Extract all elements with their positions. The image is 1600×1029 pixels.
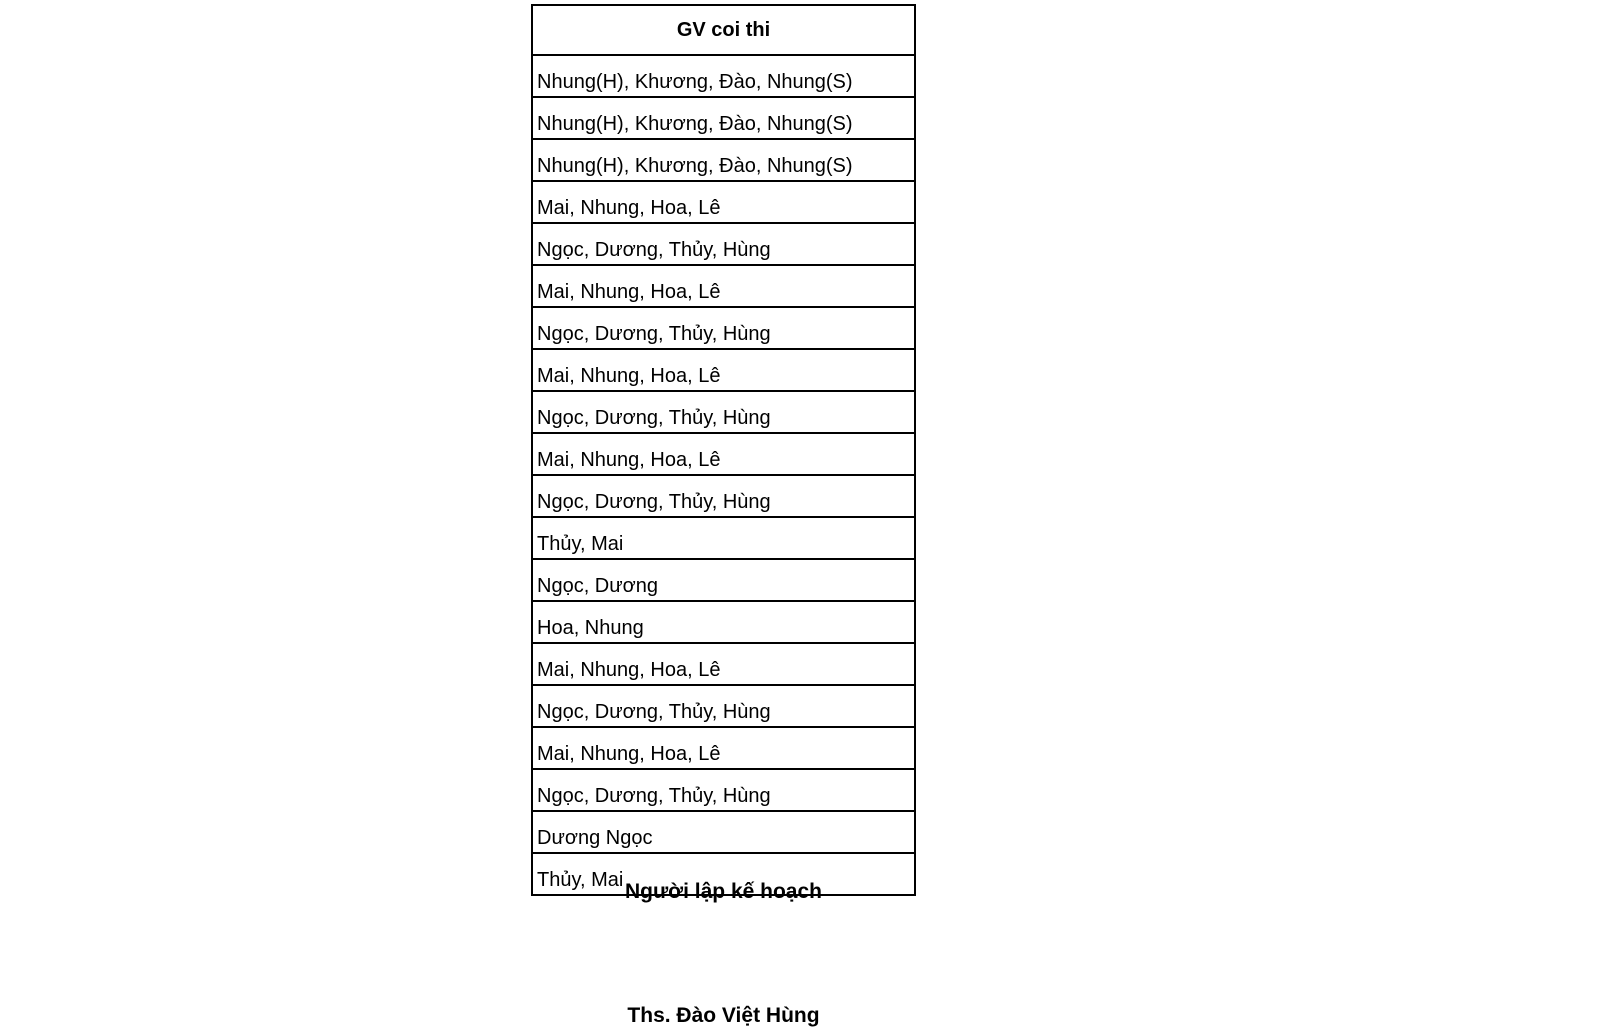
table-row xyxy=(532,181,915,223)
table-cell: Ngọc, Dương, Thủy, Hùng xyxy=(532,223,915,265)
planner-title: Người lập kế hoạch xyxy=(624,880,822,903)
table-header-row xyxy=(532,5,915,55)
table-row xyxy=(532,307,915,349)
table-cell: Ngọc, Dương, Thủy, Hùng xyxy=(532,685,915,727)
table-row xyxy=(532,811,915,853)
table-cell: Ngọc, Dương, Thủy, Hùng xyxy=(532,769,915,811)
table-row xyxy=(532,517,915,559)
table-cell: Dương Ngọc xyxy=(532,811,915,853)
planner-name: Ths. Đào Việt Hùng xyxy=(627,1004,820,1027)
table-cell: Nhung(H), Khương, Đào, Nhung(S) xyxy=(532,139,915,181)
table-row xyxy=(532,391,915,433)
table-cell: Mai, Nhung, Hoa, Lê xyxy=(532,727,915,769)
table-row xyxy=(532,769,915,811)
table-row xyxy=(532,475,915,517)
proctor-table xyxy=(531,4,916,896)
table-row xyxy=(532,643,915,685)
table-cell: Mai, Nhung, Hoa, Lê xyxy=(532,349,915,391)
table-cell: Thủy, Mai xyxy=(532,517,915,559)
table-row xyxy=(532,727,915,769)
table-row xyxy=(532,265,915,307)
table-cell: Mai, Nhung, Hoa, Lê xyxy=(532,265,915,307)
table-row xyxy=(532,559,915,601)
table-row xyxy=(532,223,915,265)
table-cell: Ngọc, Dương, Thủy, Hùng xyxy=(532,391,915,433)
table-cell: Mai, Nhung, Hoa, Lê xyxy=(532,643,915,685)
table-cell: Nhung(H), Khương, Đào, Nhung(S) xyxy=(532,55,915,97)
table-cell: Thủy, Mai xyxy=(532,853,915,895)
table-row xyxy=(532,97,915,139)
table-cell: Mai, Nhung, Hoa, Lê xyxy=(532,181,915,223)
table-row xyxy=(532,139,915,181)
table-cell: Ngọc, Dương, Thủy, Hùng xyxy=(532,475,915,517)
table-row xyxy=(532,685,915,727)
table-cell: Nhung(H), Khương, Đào, Nhung(S) xyxy=(532,97,915,139)
table-cell: Ngọc, Dương, Thủy, Hùng xyxy=(532,307,915,349)
column-header-proctors: GV coi thi xyxy=(532,5,915,55)
table-row xyxy=(532,55,915,97)
table-row xyxy=(532,349,915,391)
table-row xyxy=(532,601,915,643)
table-cell: Hoa, Nhung xyxy=(532,601,915,643)
table-cell: Ngọc, Dương xyxy=(532,559,915,601)
table-cell: Mai, Nhung, Hoa, Lê xyxy=(532,433,915,475)
table-row xyxy=(532,433,915,475)
